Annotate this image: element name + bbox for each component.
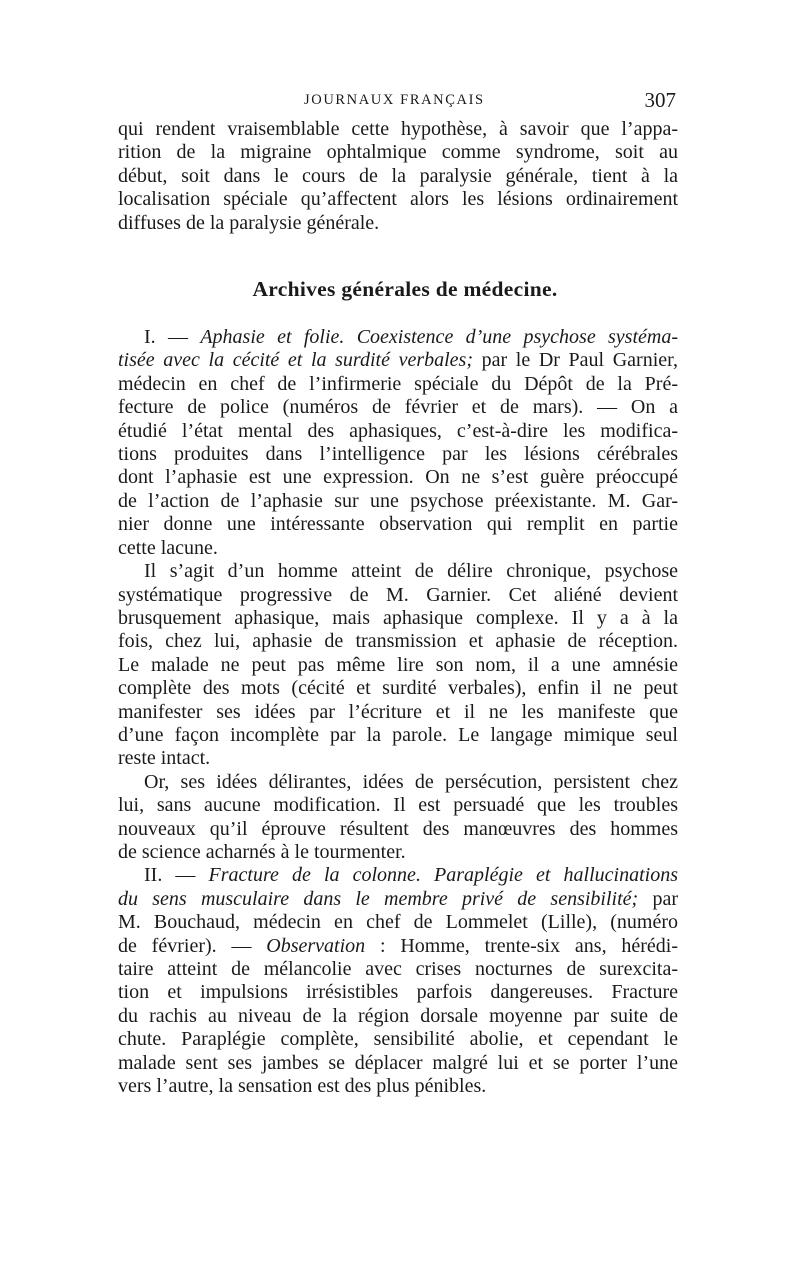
book-page	[118, 88, 678, 1098]
text-line: d’une façon incomplète par la parole. Le langage mimique seul	[118, 723, 678, 746]
text-line: vers l’autre, la sensation est des plus pénibles.	[118, 1075, 487, 1098]
article-number: I. —	[144, 326, 201, 349]
text-line: fois, chez lui, aphasie de transmission et aphasie de réception.	[118, 630, 678, 653]
text-line: diffuses de la paralysie générale.	[118, 211, 380, 234]
text-line: complète des mots (cécité et surdité verbales), enfin il ne peut	[118, 677, 678, 700]
text-line: M. Bouchaud, médecin en chef de Lommelet (Lille), (numéro	[118, 911, 678, 934]
text-line: Le malade ne peut pas même lire son nom, il a une amnésie	[118, 653, 678, 676]
text-line: qui rendent vraisemblable cette hypothèse, à savoir que l’appa-	[118, 118, 678, 140]
page-number: 307	[644, 88, 676, 112]
paragraph-article-one	[118, 326, 678, 560]
text-line: malade sent ses jambes se déplacer malgré lui et se porter l’une	[118, 1051, 678, 1074]
text-line: lui, sans aucune modification. Il est persuadé que les troubles	[118, 794, 678, 817]
text-line	[118, 888, 678, 911]
text-line: reste intact.	[118, 747, 211, 770]
text-line: tions produites dans l’intelligence par les lésions cérébrales	[118, 443, 678, 466]
text-line: nouveaux qu’il éprouve résultent des manœuvres des hommes	[118, 817, 678, 840]
text-line: début, soit dans le cours de la paralysie générale, tient à la	[118, 164, 678, 187]
text-line	[118, 349, 678, 372]
text-fragment: de février). —	[118, 934, 267, 957]
article-title: tisée avec la cécité et la surdité verbales;	[118, 349, 473, 372]
text-line: taire atteint de mélancolie avec crises nocturnes de surexcita-	[118, 958, 678, 980]
text-line: Or, ses idées délirantes, idées de persécution, persistent chez	[144, 770, 678, 793]
text-line: rition de la migraine ophtalmique comme syndrome, soit au	[118, 141, 678, 164]
text-line: brusquement aphasique, mais aphasique complexe. Il y a à la	[118, 606, 678, 629]
author-credit: par	[638, 887, 678, 910]
text-line: systématique progressive de M. Garnier. Cet aliéné devient	[118, 583, 678, 606]
text-line: tion et impulsions irrésistibles parfois dangereuses. Fracture	[118, 981, 678, 1004]
text-line: dont l’aphasie est une expression. On ne s’est guère préoccupé	[118, 466, 678, 489]
text-line: fecture de police (numéros de février et de mars). — On a	[118, 396, 678, 419]
text-line: étudié l’état mental des aphasiques, c’est-à-dire les modifica-	[118, 419, 678, 442]
paragraph-continuation	[118, 118, 678, 235]
section-heading: Archives générales de médecine.	[252, 277, 558, 302]
paragraph-case	[118, 560, 678, 771]
article-number: II. —	[144, 864, 209, 887]
text-line: médecin en chef de l’infirmerie spéciale du Dépôt de la Pré-	[118, 372, 678, 395]
text-line: manifester ses idées par l’écriture et il ne les manifeste que	[118, 700, 678, 723]
article-title: Aphasie et folie. Coexistence d’une psychose systéma-	[200, 326, 678, 349]
article-title: Fracture de la colonne. Paraplégie et hallucinations	[208, 864, 678, 887]
article-title: du sens musculaire dans le membre privé de sensibilité;	[118, 887, 639, 910]
paragraph-article-two	[118, 864, 678, 1098]
text-line: cette lacune.	[118, 536, 218, 559]
text-line: nier donne une intéressante observation qui remplit en partie	[118, 513, 678, 536]
author-credit: par le Dr Paul Garnier,	[473, 349, 678, 372]
observation-label: Observation	[266, 934, 366, 957]
text-line: chute. Paraplégie complète, sensibilité abolie, et cependant le	[118, 1028, 678, 1051]
text-line: de science acharnés à le tourmenter.	[118, 840, 406, 863]
text-line: localisation spéciale qu’affectent alors les lésions ordinairement	[118, 188, 678, 211]
text-line	[118, 935, 678, 958]
text-line	[118, 864, 678, 887]
running-title: JOURNAUX FRANÇAIS	[304, 92, 485, 108]
text-line: du rachis au niveau de la région dorsale moyenne par suite de	[118, 1004, 678, 1027]
paragraph-delusions	[118, 771, 678, 865]
text-line: de l’action de l’aphasie sur une psychose préexistante. M. Gar-	[118, 489, 678, 512]
text-line	[118, 326, 678, 349]
running-header	[118, 88, 678, 118]
text-line: Il s’agit d’un homme atteint de délire chronique, psychose	[144, 560, 678, 583]
text-fragment: : Homme, trente-six ans, hérédi-	[365, 934, 679, 957]
